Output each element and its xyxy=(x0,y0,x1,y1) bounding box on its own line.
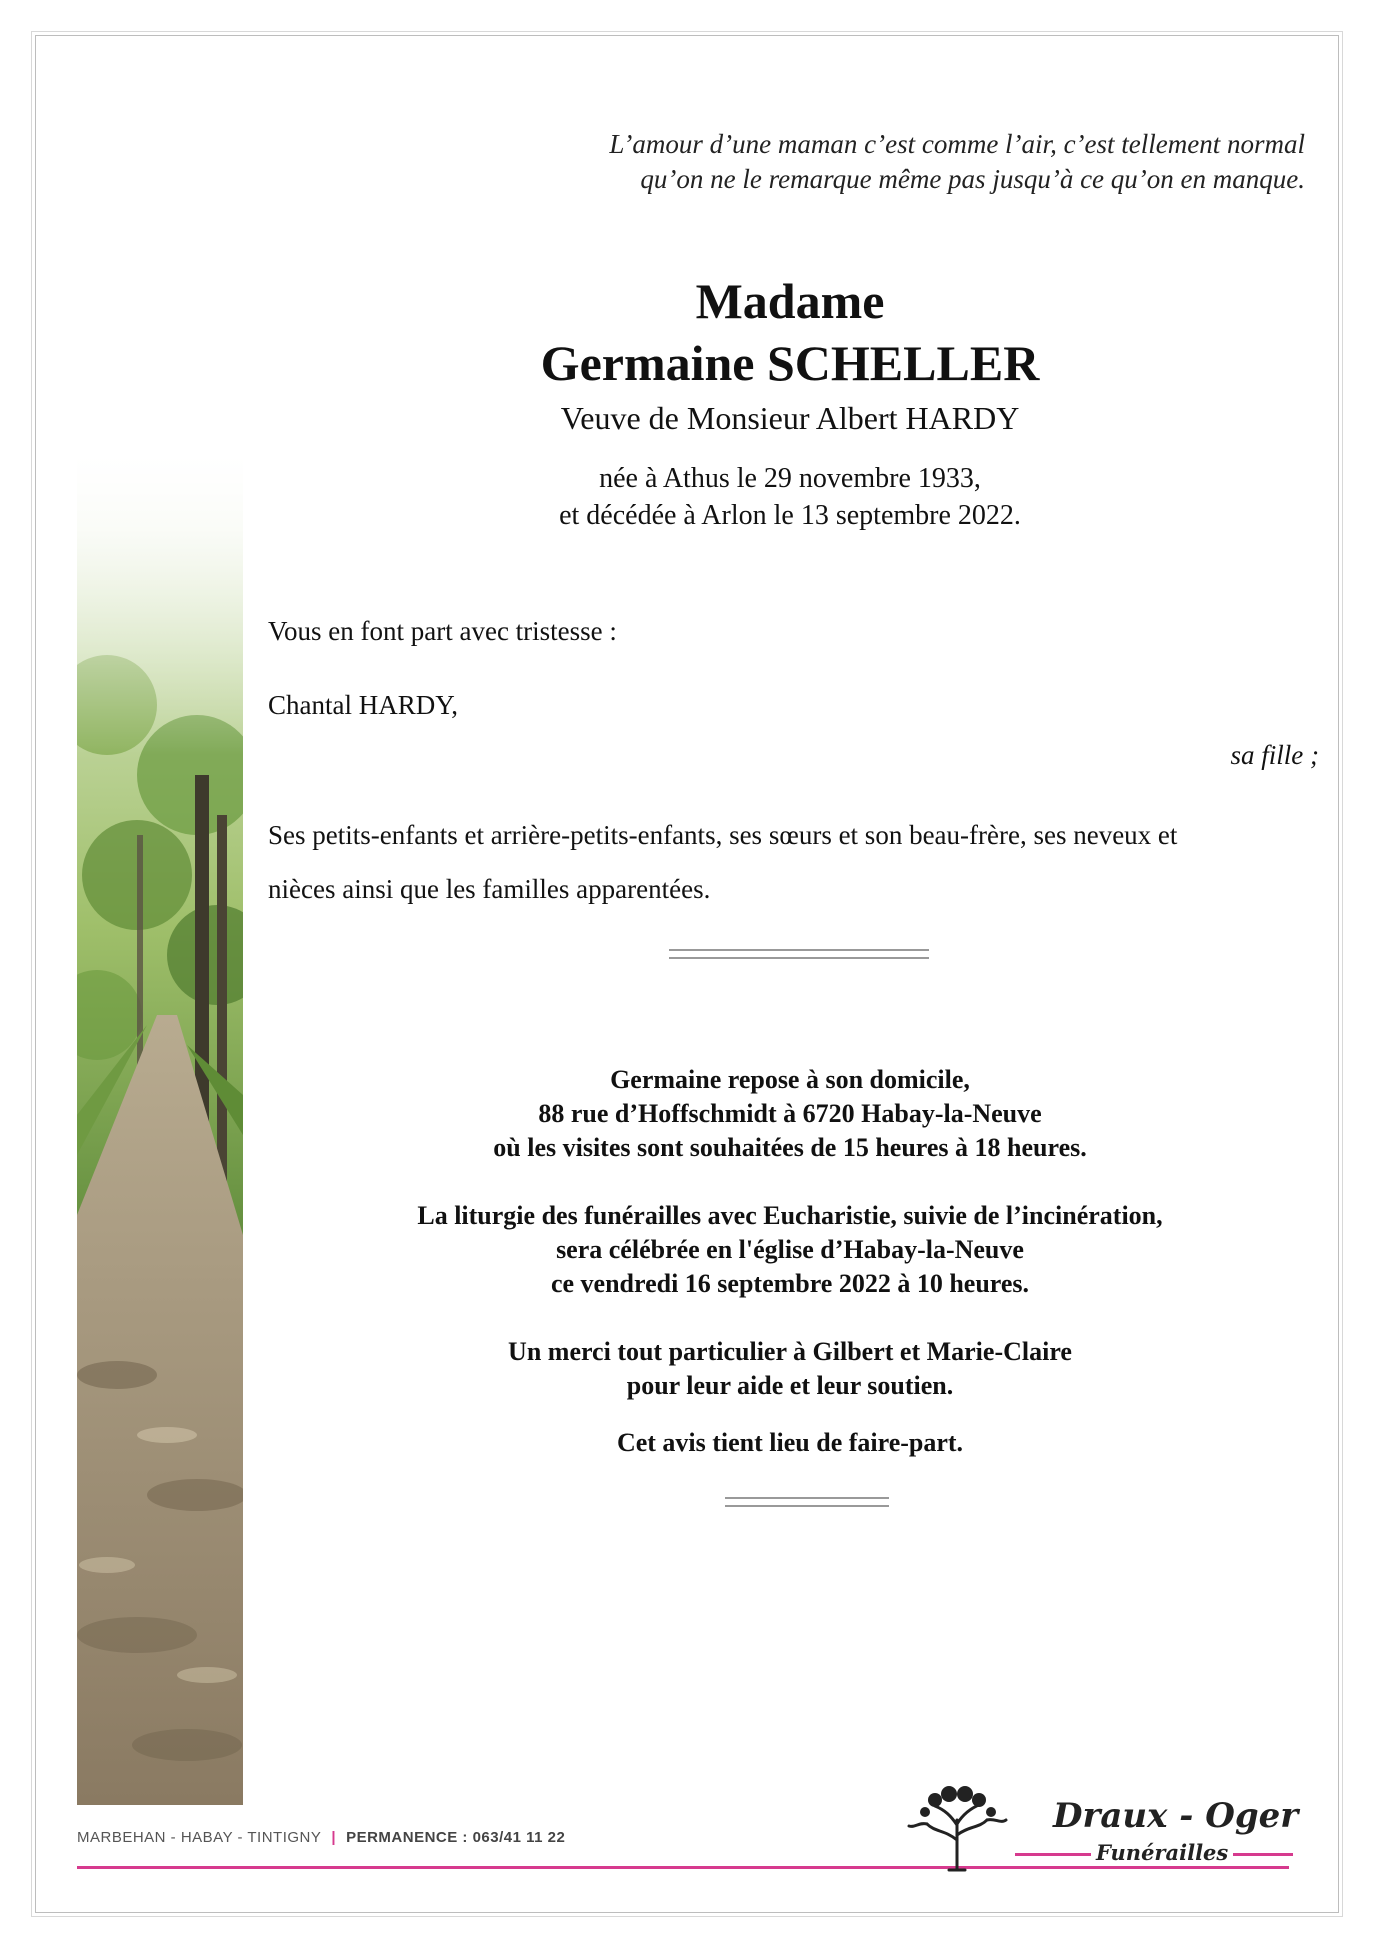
life-dates xyxy=(240,460,1340,534)
family-others-line-2: nièces ainsi que les familles apparentées. xyxy=(268,874,711,904)
funeral-block xyxy=(240,1199,1340,1301)
funeral-line-1: La liturgie des funérailles avec Eucharistie, suivie de l’incinération, xyxy=(417,1201,1163,1230)
quote-line-2: qu’on ne le remarque même pas jusqu’à ce qu’on en manque. xyxy=(640,164,1305,194)
family-others-line-1: Ses petits-enfants et arrière-petits-enfants, ses sœurs et son beau-frère, ses neveux et xyxy=(268,820,1178,850)
death-line: et décédée à Arlon le 13 septembre 2022. xyxy=(559,500,1021,531)
family-others xyxy=(268,808,1308,916)
thanks-line-1: Un merci tout particulier à Gilbert et Marie-Claire xyxy=(508,1337,1072,1366)
widow-of: Veuve de Monsieur Albert HARDY xyxy=(560,400,1020,436)
visitation-line-3: où les visites sont souhaitées de 15 heures à 18 heures. xyxy=(493,1133,1087,1162)
image-fade-overlay xyxy=(77,455,243,755)
funeral-line-3: ce vendredi 16 septembre 2022 à 10 heures. xyxy=(550,1269,1030,1298)
visitation-line-2: 88 rue d’Hoffschmidt à 6720 Habay-la-Neuve xyxy=(538,1099,1042,1128)
visitation-line-1: Germaine repose à son domicile, xyxy=(610,1065,970,1094)
company-logo xyxy=(905,1780,1305,1875)
daughter-name: Chantal HARDY, xyxy=(268,690,459,720)
logo-subtitle: Funérailles xyxy=(1096,1840,1229,1865)
footer-permanence: PERMANENCE : 063/41 11 22 xyxy=(346,1829,566,1846)
tree-logo-icon xyxy=(905,1780,1010,1875)
footer-info xyxy=(77,1829,565,1846)
logo-accent-left xyxy=(1015,1853,1091,1856)
logo-name: Draux - Oger xyxy=(1053,1796,1299,1836)
funeral-line-2: sera célébrée en l'église d’Habay-la-Neuve xyxy=(556,1235,1024,1264)
separator-top xyxy=(669,949,929,959)
visitation-block xyxy=(240,1063,1340,1165)
separator-bottom xyxy=(725,1497,889,1507)
footer-separator: | xyxy=(331,1829,337,1846)
quote-line-1: L’amour d’une maman c’est comme l’air, c’est tellement normal xyxy=(609,129,1305,159)
deceased-name: Germaine SCHELLER xyxy=(540,335,1040,391)
honorific-title: Madame xyxy=(695,273,885,329)
logo-accent-right xyxy=(1233,1853,1293,1856)
birth-line: née à Athus le 29 novembre 1933, xyxy=(599,463,981,494)
thanks-block xyxy=(240,1335,1340,1403)
family-intro: Vous en font part avec tristesse : xyxy=(268,616,617,646)
forest-path-image xyxy=(77,455,243,1805)
thanks-line-2: pour leur aide et leur soutien. xyxy=(626,1371,954,1400)
daughter-role: sa fille ; xyxy=(1230,740,1319,770)
notice-line: Cet avis tient lieu de faire-part. xyxy=(616,1428,964,1457)
epigraph-quote xyxy=(405,127,1305,197)
footer-locations: MARBEHAN - HABAY - TINTIGNY xyxy=(77,1829,322,1846)
